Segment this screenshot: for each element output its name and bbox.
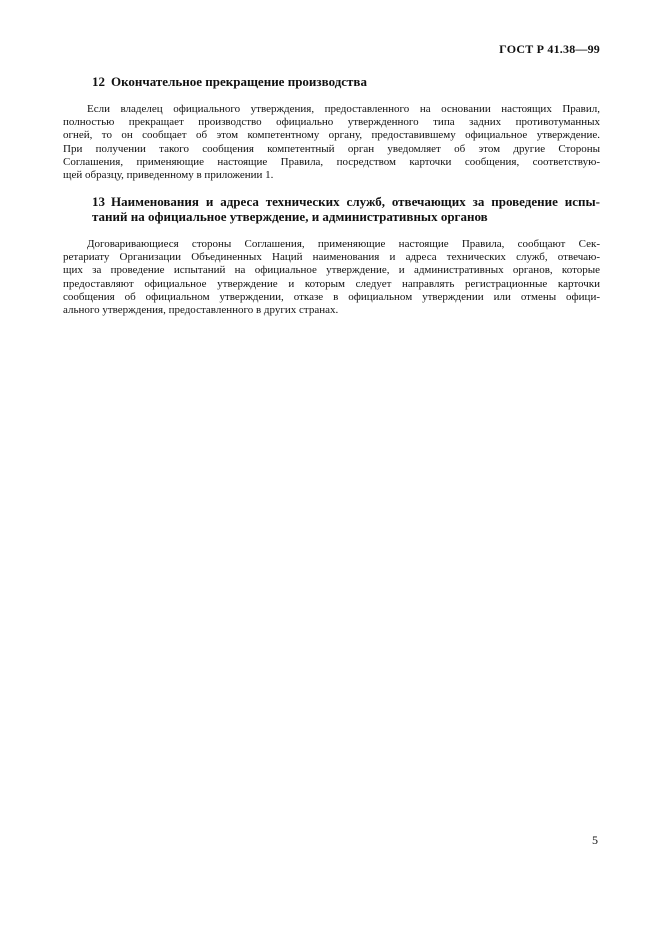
section-13-heading bbox=[63, 194, 600, 224]
paragraph-line: щих за проведение испытаний на официальное утверждение, и административных органов, которые bbox=[63, 264, 600, 277]
section-12-heading bbox=[63, 74, 600, 89]
section-13-number: 13 bbox=[92, 194, 105, 209]
paragraph-line: Соглашения, применяющие настоящие Правила, посредством карточки сообщения, соответствую- bbox=[63, 155, 600, 168]
section-13-title-line2: таний на официальное утверждение, и административных органов bbox=[92, 209, 488, 224]
paragraph-line: Если владелец официального утверждения, предоставленного на основании настоящих Правил, bbox=[87, 103, 600, 115]
paragraph-line: щей образцу, приведенному в приложении 1. bbox=[63, 169, 274, 182]
paragraph-line: ретариату Организации Объединенных Наций наименования и адреса технических служб, отвечаю- bbox=[63, 251, 600, 264]
paragraph-line: Договаривающиеся стороны Соглашения, применяющие настоящие Правила, сообщают Сек- bbox=[87, 238, 600, 250]
section-13-paragraph bbox=[63, 238, 600, 317]
paragraph-line: При получении такого сообщения компетентный орган уведомляет об этом другие Стороны bbox=[63, 142, 600, 155]
section-12-number: 12 bbox=[92, 74, 105, 89]
section-12-title: Окончательное прекращение производства bbox=[111, 74, 367, 89]
paragraph-line: предоставляют официальное утверждение и которым следует направлять регистрационные карточки bbox=[63, 277, 600, 290]
paragraph-line: сообщения об официальном утверждении, отказе в официальном утверждении или отмены офици- bbox=[63, 290, 600, 303]
paragraph-line: ального утверждения, предоставленного в других странах. bbox=[63, 304, 339, 317]
section-12-paragraph bbox=[63, 103, 600, 182]
document-code: ГОСТ Р 41.38—99 bbox=[499, 42, 600, 56]
page-number: 5 bbox=[592, 833, 598, 847]
section-13 bbox=[63, 194, 600, 317]
section-12 bbox=[63, 74, 600, 182]
paragraph-line: полностью прекращает производство официально утвержденного типа задних противотуманных bbox=[63, 116, 600, 129]
section-13-title-line1: Наименования и адреса технических служб, отвечающих за проведение испы- bbox=[111, 194, 600, 209]
paragraph-line: огней, то он сообщает об этом компетентному органу, предоставившему официальное утверждение. bbox=[63, 129, 600, 142]
